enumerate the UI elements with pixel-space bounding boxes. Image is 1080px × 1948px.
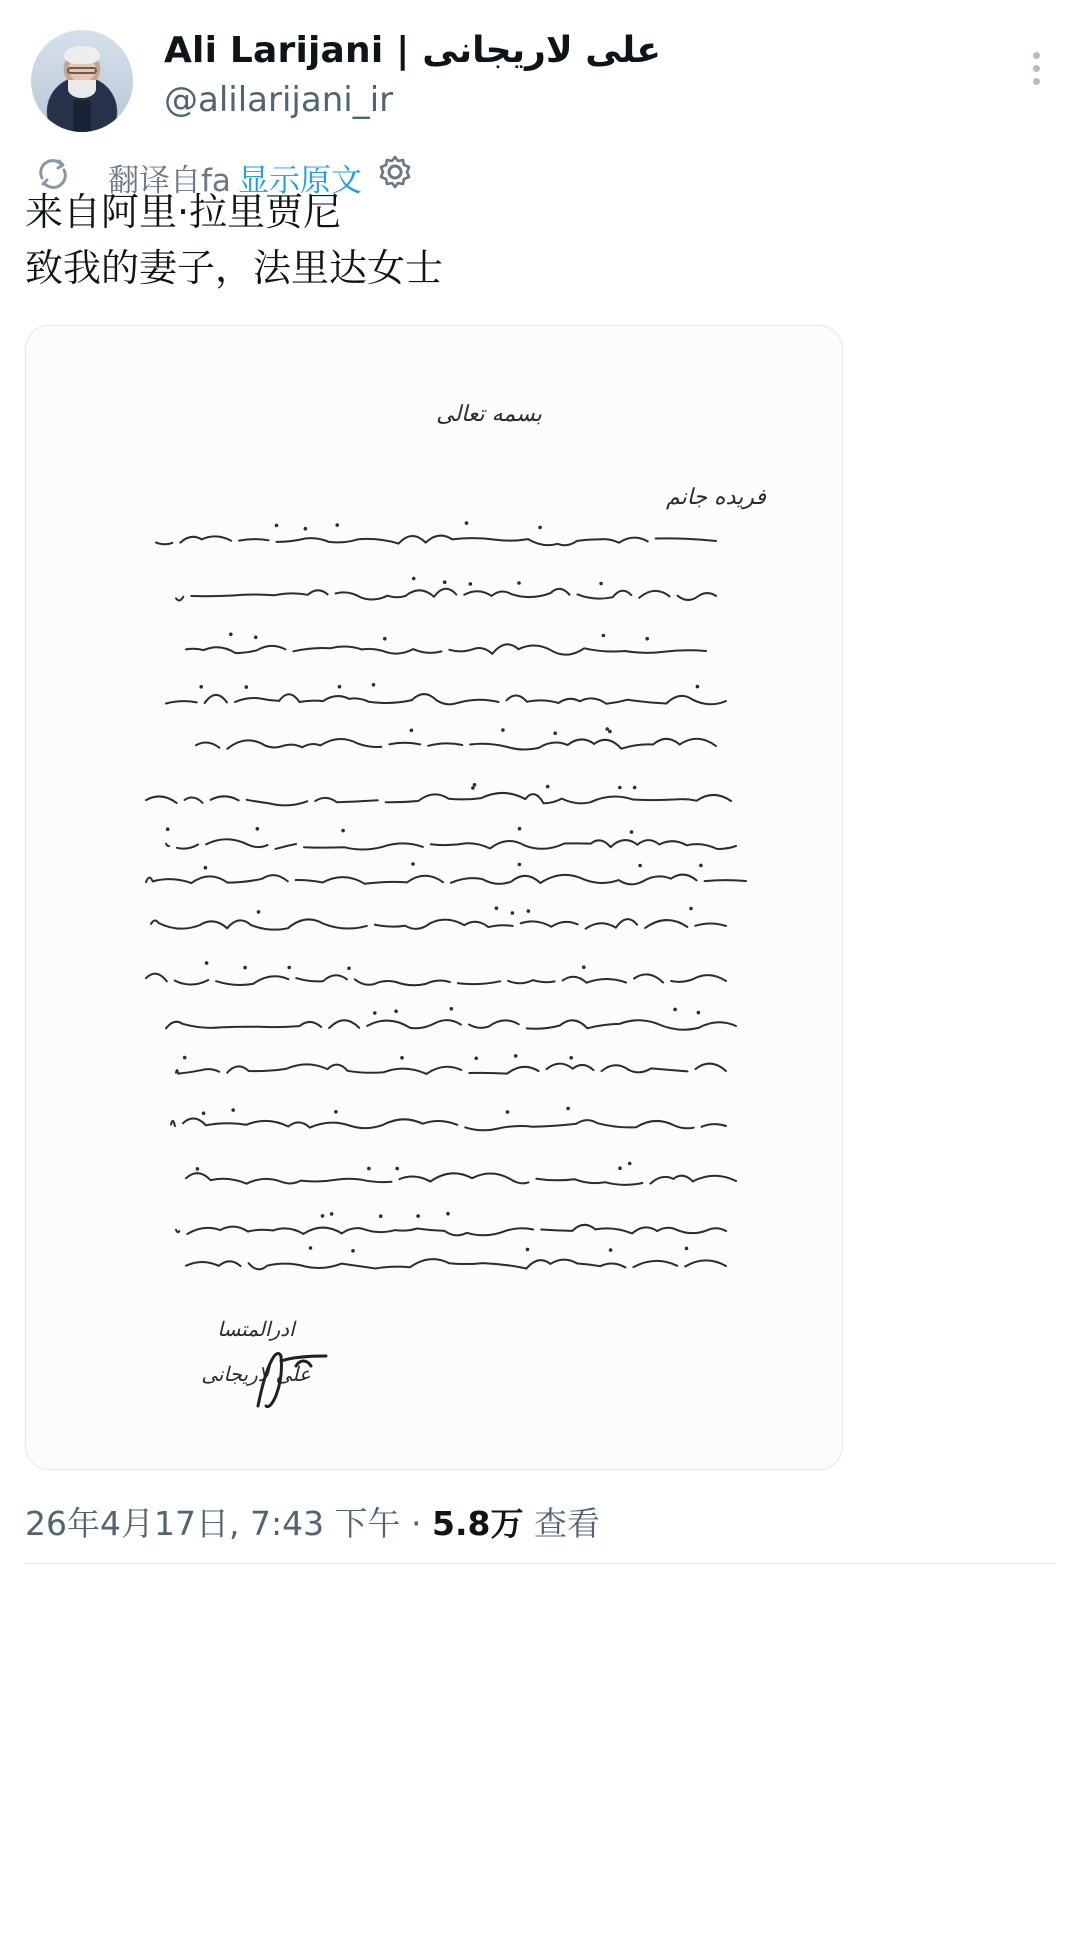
handwriting-dot — [511, 911, 515, 915]
handwriting-dot — [372, 683, 376, 687]
handwriting-dot — [257, 910, 261, 914]
letter-handwriting-lines — [146, 521, 746, 1269]
handwriting-dot — [473, 783, 477, 787]
letter-closing: ادرالمتسا — [217, 1317, 295, 1341]
handwriting-dot — [335, 523, 339, 527]
handwriting-dot — [400, 1056, 404, 1060]
handwriting-dot — [696, 685, 700, 689]
handwriting-dot — [205, 961, 209, 965]
handwriting-dot — [446, 1212, 450, 1216]
tweet-media-image[interactable] — [25, 325, 843, 1470]
avatar-glasses — [67, 67, 97, 74]
handwriting-dot — [495, 906, 499, 910]
display-name[interactable]: Ali Larijani | علی لاریجانی — [164, 30, 661, 71]
handwriting-line — [146, 875, 746, 885]
translated-from-label: 翻译自fa — [108, 163, 231, 199]
handwriting-dot — [351, 1249, 355, 1253]
handwriting-dot — [450, 1007, 454, 1011]
handwriting-dot — [412, 577, 416, 581]
handwriting-line — [171, 1118, 726, 1130]
handwriting-dot — [638, 864, 642, 868]
handwriting-dot — [304, 527, 308, 531]
handwriting-line — [166, 694, 726, 704]
letter-text — [201, 402, 766, 1386]
handwriting-dot — [254, 636, 258, 640]
avatar-hair — [64, 46, 100, 64]
handwriting-dot — [517, 581, 521, 585]
handwriting-dot — [166, 827, 170, 831]
tweet-text-line: 致我的妻子，法里达女士 — [25, 246, 444, 290]
handwriting-dot — [501, 728, 505, 732]
handwritten-letter-image — [26, 326, 843, 1470]
handwriting-line — [166, 1020, 736, 1030]
handwriting-line — [156, 536, 716, 546]
handwriting-dot — [605, 727, 609, 731]
handwriting-dot — [506, 1110, 510, 1114]
handwriting-dot — [618, 1166, 622, 1170]
handwriting-dot — [379, 1214, 383, 1218]
meta-separator: · — [400, 1504, 433, 1543]
handwriting-line — [186, 644, 706, 654]
handwriting-dot — [633, 786, 637, 790]
handwriting-dot — [334, 1110, 338, 1114]
handwriting-dot — [645, 637, 649, 641]
avatar-shirt — [73, 100, 91, 132]
handwriting-dot — [474, 1057, 478, 1061]
handwriting-dot — [341, 829, 345, 833]
letter-signature-name: علی لاریجانی — [201, 1362, 311, 1386]
handwriting-line — [176, 1225, 726, 1236]
handwriting-line — [176, 589, 716, 601]
handwriting-line — [151, 919, 726, 930]
handwriting-dot — [608, 730, 612, 734]
handwriting-line — [176, 1064, 726, 1074]
handwriting-dot — [469, 582, 473, 586]
handwriting-dot — [566, 1107, 570, 1111]
handwriting-dot — [699, 864, 703, 868]
handwriting-dot — [599, 582, 603, 586]
handwriting-dot — [518, 827, 522, 831]
tweet-text-line: 来自阿里·拉里贾尼 — [25, 190, 342, 234]
handwriting-dot — [685, 1247, 689, 1251]
handwriting-dot — [243, 966, 247, 970]
handwriting-dot — [465, 521, 469, 525]
handwriting-dot — [309, 1246, 313, 1250]
letter-salutation: فریده جانم — [666, 485, 766, 510]
handwriting-dot — [546, 785, 550, 789]
handwriting-dot — [199, 685, 203, 689]
handwriting-dot — [383, 637, 387, 641]
handwriting-dot — [526, 1248, 530, 1252]
divider — [25, 1563, 1055, 1564]
handwriting-line — [146, 974, 726, 986]
handwriting-dot — [202, 1112, 206, 1116]
avatar[interactable] — [31, 30, 133, 132]
tweet-meta — [25, 1498, 600, 1545]
handwriting-dot — [618, 786, 622, 790]
show-original-link[interactable]: 显示原文 — [238, 163, 362, 199]
handwriting-dot — [275, 524, 279, 528]
handwriting-dot — [673, 1008, 677, 1012]
handwriting-dot — [553, 731, 557, 735]
handwriting-dot — [443, 580, 447, 584]
handwriting-dot — [411, 862, 415, 866]
handwriting-dot — [697, 1011, 701, 1015]
handwriting-dot — [602, 634, 606, 638]
handwriting-dot — [630, 830, 634, 834]
handwriting-dot — [231, 1108, 235, 1112]
handwriting-line — [186, 1259, 726, 1269]
handwriting-dot — [514, 1054, 518, 1058]
handwriting-line — [196, 739, 716, 750]
handwriting-dot — [367, 1167, 371, 1171]
handwriting-dot — [609, 1248, 613, 1252]
handwriting-dot — [287, 966, 291, 970]
handwriting-line — [166, 839, 736, 849]
handwriting-dot — [471, 786, 475, 790]
handwriting-dot — [338, 685, 342, 689]
handwriting-dot — [256, 827, 260, 831]
handwriting-dot — [229, 633, 233, 637]
handwriting-dot — [569, 1056, 573, 1060]
handwriting-dot — [628, 1162, 632, 1166]
user-handle[interactable]: @alilarijani_ir — [164, 80, 394, 120]
handwriting-dot — [321, 1214, 325, 1218]
handwriting-line — [146, 793, 731, 805]
letter-bismillah: بسمه تعالی — [436, 402, 542, 427]
handwriting-dot — [347, 967, 351, 971]
tweet-text — [25, 184, 443, 296]
handwriting-dot — [689, 907, 693, 911]
handwriting-dot — [204, 866, 208, 870]
tweet-timestamp[interactable]: 26年4月17日, 7:43 下午 — [25, 1504, 401, 1543]
more-options-icon[interactable] — [1031, 52, 1041, 92]
tweet-header — [31, 30, 1051, 135]
handwriting-dot — [394, 1009, 398, 1013]
handwriting-dot — [373, 1011, 377, 1015]
handwriting-line — [186, 1173, 736, 1185]
handwriting-dot — [518, 863, 522, 867]
handwriting-dot — [395, 1167, 399, 1171]
views-count: 5.8万 — [432, 1504, 524, 1543]
handwriting-dot — [538, 526, 542, 530]
handwriting-dot — [416, 1214, 420, 1218]
handwriting-dot — [183, 1056, 187, 1060]
handwriting-dot — [582, 965, 586, 969]
handwriting-dot — [196, 1167, 200, 1171]
handwriting-dot — [527, 909, 531, 913]
avatar-beard — [68, 80, 96, 98]
handwriting-dot — [245, 685, 249, 689]
handwriting-dot — [410, 729, 414, 733]
views-label: 查看 — [523, 1504, 601, 1543]
handwriting-dot — [330, 1212, 334, 1216]
